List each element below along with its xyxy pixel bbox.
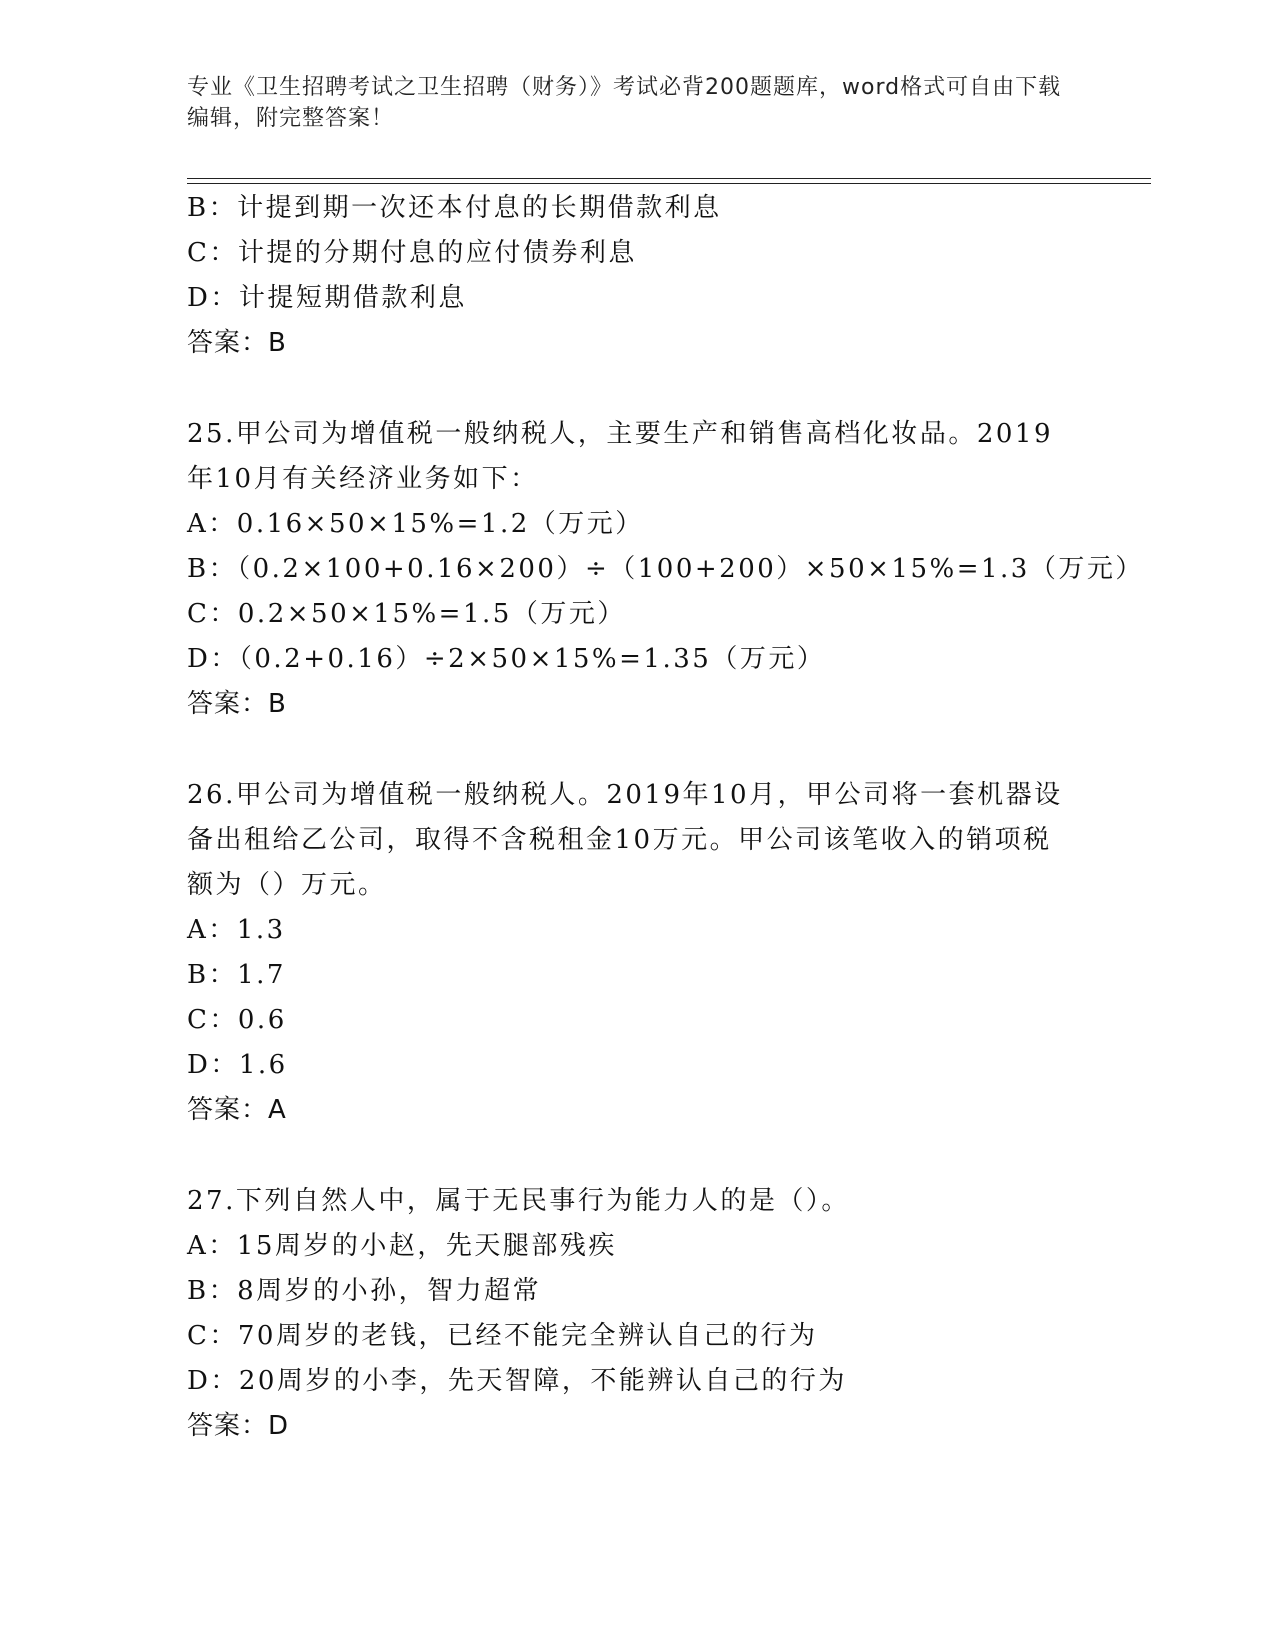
prev-question-option-b: B：计提到期一次还本付息的长期借款利息: [187, 193, 722, 223]
q26-option-d: D：1.6: [187, 1050, 288, 1080]
q25-option-b: B：（0.2×100+0.16×200）÷（100+200）×50×15%=1.3（万元）: [187, 554, 1144, 584]
q27-option-b: B：8周岁的小孙，智力超常: [187, 1276, 542, 1306]
document-header: 专业《卫生招聘考试之卫生招聘（财务）》考试必背200题题库，word格式可自由下载编辑，附完整答案！: [187, 75, 1062, 131]
q26-answer: 答案：A: [187, 1095, 287, 1125]
header-divider-top: [187, 178, 1151, 179]
q25-option-a: A：0.16×50×15%=1.2（万元）: [187, 509, 644, 539]
q26-stem-line-2: 备出租给乙公司，取得不含税租金10万元。甲公司该笔收入的销项税: [187, 825, 1052, 855]
q25-stem-line-2: 年10月有关经济业务如下：: [187, 464, 539, 494]
q27-option-d: D：20周岁的小李，先天智障，不能辨认自己的行为: [187, 1366, 847, 1396]
q27-option-a: A：15周岁的小赵，先天腿部残疾: [187, 1231, 617, 1261]
q27-option-c: C：70周岁的老钱，已经不能完全辨认自己的行为: [187, 1321, 818, 1351]
q26-stem-line-3: 额为（）万元。: [187, 870, 387, 900]
header-divider-bottom: [187, 183, 1151, 184]
q25-stem-line-1: 25.甲公司为增值税一般纳税人，主要生产和销售高档化妆品。2019: [187, 419, 1054, 449]
prev-question-option-d: D：计提短期借款利息: [187, 283, 467, 313]
q26-option-b: B：1.7: [187, 960, 286, 990]
q26-option-a: A：1.3: [187, 915, 286, 945]
q27-stem-line-1: 27.下列自然人中，属于无民事行为能力人的是（）。: [187, 1186, 850, 1216]
prev-question-answer: 答案：B: [187, 328, 287, 358]
q26-option-c: C：0.6: [187, 1005, 287, 1035]
q26-stem-line-1: 26.甲公司为增值税一般纳税人。2019年10月，甲公司将一套机器设: [187, 780, 1063, 810]
prev-question-option-c: C：计提的分期付息的应付债券利息: [187, 238, 637, 268]
q25-option-c: C：0.2×50×15%=1.5（万元）: [187, 599, 626, 629]
q27-answer: 答案：D: [187, 1411, 290, 1441]
q25-option-d: D：（0.2+0.16）÷2×50×15%=1.35（万元）: [187, 644, 826, 674]
q25-answer: 答案：B: [187, 689, 287, 719]
